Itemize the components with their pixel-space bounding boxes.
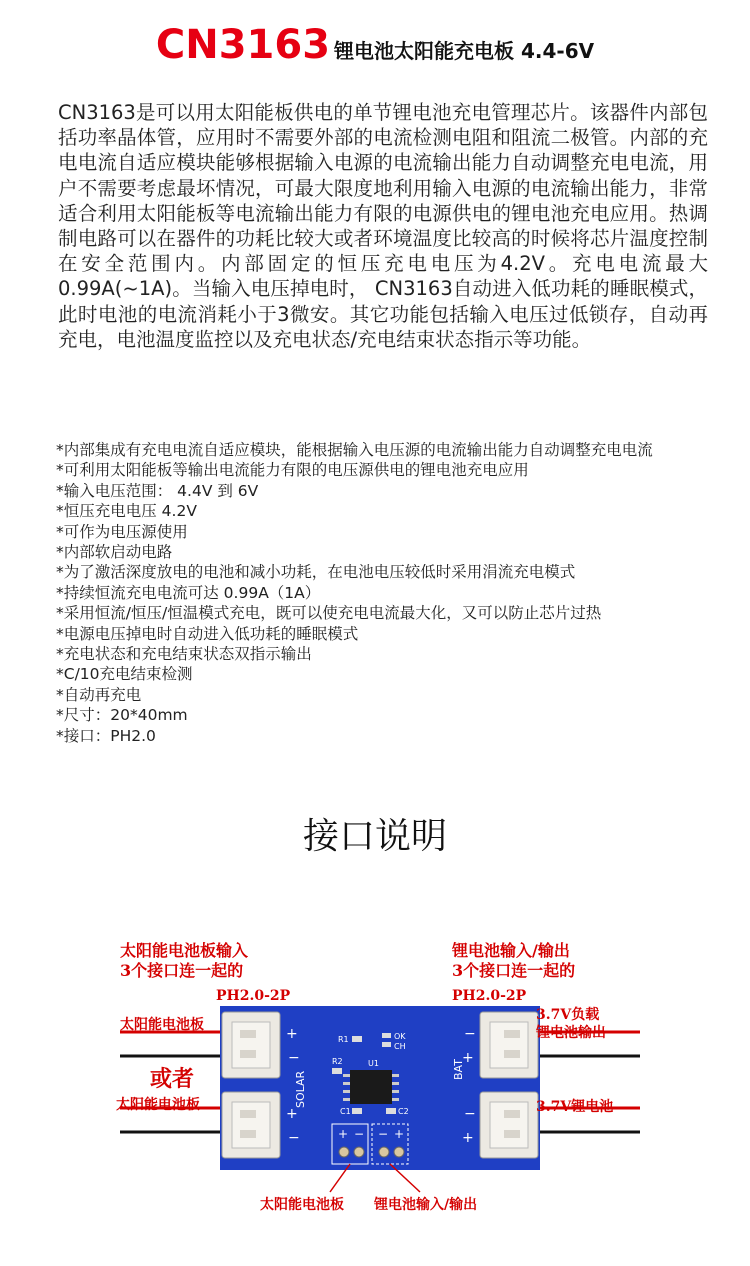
feature-item: *C/10充电结束检测 xyxy=(56,665,193,684)
feature-item: *输入电压范围： 4.4V 到 6V xyxy=(56,481,259,500)
pcb-plus-mark: + xyxy=(286,1106,298,1122)
connector-label-left: PH2.0-2P xyxy=(216,988,291,1004)
load-label-2: 锂电池输出 xyxy=(536,1025,606,1041)
resistor-r2 xyxy=(332,1068,342,1074)
pcb-plus-mark: + xyxy=(462,1050,474,1066)
product-subtitle: 锂电池太阳能充电板 4.4-6V xyxy=(334,39,595,63)
feature-item: *内部集成有充电电流自适应模块，能根据输入电压源的电流输出能力自动调整充电电流 xyxy=(56,441,653,459)
feature-item: *恒压充电电压 4.2V xyxy=(56,502,197,521)
pad-minus-mark: − xyxy=(354,1127,365,1141)
feature-item: *为了激活深度放电的电池和减小功耗，在电池电压较低时采用涓流充电模式 xyxy=(56,563,576,582)
pcb-solar-label: SOLAR xyxy=(294,1070,307,1108)
solar-panel-label-bottom: 太阳能电池板 xyxy=(116,1097,200,1113)
pcb-minus-mark: − xyxy=(288,1130,300,1146)
load-label: 3.7V负载 xyxy=(536,1007,600,1023)
pcb-u1-label: U1 xyxy=(368,1059,379,1068)
pad-plus-mark: + xyxy=(394,1127,405,1141)
feature-item: *接口：PH2.0 xyxy=(56,726,156,745)
pcb-c2-label: C2 xyxy=(398,1107,409,1116)
connector-right-bottom xyxy=(480,1092,538,1158)
page-title xyxy=(0,22,750,68)
pcb-minus-mark: − xyxy=(288,1050,300,1066)
battery-label: 3.7V锂电池 xyxy=(536,1099,614,1115)
pcb-plus-mark: + xyxy=(286,1026,298,1042)
feature-item: *内部软启动电路 xyxy=(56,543,173,562)
pcb-minus-mark: − xyxy=(464,1106,476,1122)
connector-left-bottom xyxy=(222,1092,280,1158)
feature-item: *充电状态和充电结束状态双指示输出 xyxy=(56,645,312,664)
solar-input-note-2: 3个接口连一起的 xyxy=(120,961,244,980)
section-title: 接口说明 xyxy=(302,816,447,857)
or-label: 或者 xyxy=(150,1066,195,1092)
pcb-ch-label: CH xyxy=(394,1042,406,1051)
solar-input-note: 太阳能电池板输入 xyxy=(120,941,249,960)
pcb-c1-label: C1 xyxy=(340,1107,351,1116)
pcb-r2-label: R2 xyxy=(332,1057,343,1066)
feature-item: *可作为电压源使用 xyxy=(56,522,188,541)
intro-paragraph: CN3163是可以用太阳能板供电的单节锂电池充电管理芯片。该器件内部包括功率晶体管，应用时不需要外部的电流检测电阻和阻流二极管。内部的充电电流自适应模块能够根据输入电源的电流输出能力自动调整充电电流，用户不需要考虑最坏情况，可最大限度地利用输入电源的电流输出能力，非常适合利用太阳能板等电流输出能力有限的电源供电的锂电池充电应用。热调制电路可以在器件的功耗比较大或者环境温度比较高的时候将芯片温度控制在安全范围内。内部固定的恒压充电电压为4.2V。充电电流最大0.99A(~1A)。当输入电压掉电时， CN3163自动进入低功耗的睡眠模式，此时电池的电流消耗小于3微安。其它功能包括输入电压过低锁存，自动再充电，电池温度监控以及充电状态/充电结束状态指示等功能。 xyxy=(58,101,708,351)
pad-plus-mark: + xyxy=(338,1127,349,1141)
feature-item: *采用恒流/恒压/恒温模式充电，既可以使充电电流最大化，又可以防止芯片过热 xyxy=(56,604,602,623)
battery-io-note: 锂电池输入/输出 xyxy=(452,941,570,960)
led-ok xyxy=(382,1033,391,1038)
pcb-ok-label: OK xyxy=(394,1032,406,1041)
feature-item: *可利用太阳能板等输出电流能力有限的电压源供电的锂电池充电应用 xyxy=(56,461,529,480)
bottom-solar-label: 太阳能电池板 xyxy=(260,1197,344,1213)
feature-item: *电源电压掉电时自动进入低功耗的睡眠模式 xyxy=(56,624,359,643)
interface-diagram xyxy=(100,930,660,1220)
capacitor-c2 xyxy=(386,1108,396,1114)
brand-name: CN3163 xyxy=(155,22,331,68)
bottom-battery-label: 锂电池输入/输出 xyxy=(374,1197,478,1213)
connector-label-right: PH2.0-2P xyxy=(452,988,527,1004)
capacitor-c1 xyxy=(352,1108,362,1114)
led-ch xyxy=(382,1042,391,1047)
feature-item: *自动再充电 xyxy=(56,685,142,704)
feature-item: *尺寸：20*40mm xyxy=(56,706,188,725)
pcb-bat-label: BAT xyxy=(452,1059,465,1080)
feature-list xyxy=(56,440,706,746)
resistor-r1 xyxy=(352,1036,362,1042)
chip-cn3163 xyxy=(343,1070,399,1104)
connector-right-top xyxy=(480,1012,538,1078)
connector-left-top xyxy=(222,1012,280,1078)
pad-minus-mark: − xyxy=(378,1127,389,1141)
pcb-minus-mark: − xyxy=(464,1026,476,1042)
feature-item: *持续恒流充电电流可达 0.99A（1A） xyxy=(56,583,321,602)
pcb-plus-mark: + xyxy=(462,1130,474,1146)
pcb-r1-label: R1 xyxy=(338,1035,349,1044)
battery-io-note-2: 3个接口连一起的 xyxy=(452,961,576,980)
solar-panel-label-top: 太阳能电池板 xyxy=(120,1017,204,1033)
